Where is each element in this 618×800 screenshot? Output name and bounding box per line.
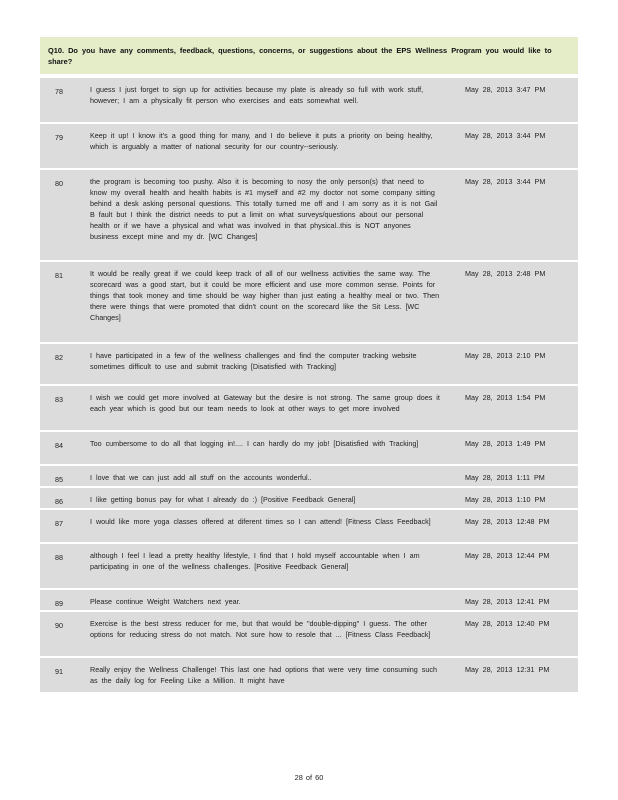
table-row [40,510,578,544]
response-number: 78 [55,87,63,96]
table-row [40,466,578,488]
response-date: May 28, 2013 1:11 PM [465,473,545,482]
response-number: 85 [55,475,63,484]
response-date: May 28, 2013 12:48 PM [465,517,550,526]
response-number: 89 [55,599,63,608]
table-row [40,124,578,170]
response-text: the program is becoming too pushy. Also it is becoming to nosy the only person(s) that need to know my overall health and health habits is #1 myself and #2 my doctor not some company sitting behind a desk asking personal questions. This totally turned me off and I am sorry as it is not Gail B fault but I think the district needs to put a limit on what surveys/questions about our personal health or if we have a physical and what was involved in that physical..this is NOT anyones business except mine and my dr. [WC Changes] [90,177,438,241]
response-date: May 28, 2013 1:10 PM [465,495,546,504]
page-number: 28 of 60 [294,773,324,782]
table-row [40,386,578,432]
table-row [40,78,578,124]
response-number: 86 [55,497,63,506]
table-row [40,488,578,510]
response-text: I have participated in a few of the wellness challenges and find the computer tracking website sometimes difficult to use and submit tracking [Disatisfied with Tracking] [90,351,417,371]
table-row [40,590,578,612]
response-number: 84 [55,441,63,450]
response-date: May 28, 2013 1:54 PM [465,393,546,402]
response-date: May 28, 2013 3:44 PM [465,131,546,140]
response-text: I guess I just forget to sign up for activities because my plate is already so full with work stuff, however; I am a physically fit person who exercises and eats somewhat well. [90,85,424,105]
table-row [40,658,578,694]
response-number: 82 [55,353,63,362]
response-number: 91 [55,667,63,676]
response-text: I love that we can just add all stuff on the accounts wonderful.. [90,473,312,482]
table-row [40,612,578,658]
table-row [40,344,578,386]
table-row [40,544,578,590]
response-number: 81 [55,271,63,280]
response-date: May 28, 2013 1:49 PM [465,439,546,448]
question-header: Q10. Do you have any comments, feedback, questions, concerns, or suggestions about the EPS Wellness Program you would like to share? [40,37,578,74]
response-text: Too cumbersome to do all that logging in!.... I can hardly do my job! [Disatisfied with Tracking] [90,439,419,448]
response-number: 80 [55,179,63,188]
response-number: 87 [55,519,63,528]
response-number: 90 [55,621,63,630]
response-number: 88 [55,553,63,562]
response-date: May 28, 2013 12:31 PM [465,665,550,674]
table-row [40,262,578,344]
table-row [40,170,578,262]
response-date: May 28, 2013 2:10 PM [465,351,546,360]
response-text: It would be really great if we could keep track of all of our wellness activities the same way. The scorecard was a good start, but it could be more efficient and use more common sense. Points for things that took money and time should be way higher than just eating a healthy meal or two. Then there were things that were promoted that didn't count on the scorecard like the Sit Less. [WC Changes] [90,269,440,322]
response-number: 79 [55,133,63,142]
response-date: May 28, 2013 12:41 PM [465,597,550,606]
response-date: May 28, 2013 12:44 PM [465,551,550,560]
response-text: I like getting bonus pay for what I already do :) [Positive Feedback General] [90,495,356,504]
response-text: Really enjoy the Wellness Challenge! This last one had options that were very time consuming such as the daily log for Feeling Like a Million. It might have [90,665,437,685]
table-row [40,432,578,466]
response-text: I wish we could get more involved at Gateway but the desire is not strong. The same group does it each year which is good but our team needs to look at other ways to get more involved [90,393,440,413]
response-date: May 28, 2013 12:40 PM [465,619,550,628]
response-text: Please continue Weight Watchers next year. [90,597,241,606]
response-text: although I feel I lead a pretty healthy lifestyle, I find that I hold myself accountable when I am participating in one of the wellness challenges. [Positive Feedback General] [90,551,420,571]
response-number: 83 [55,395,63,404]
response-text: Keep it up! I know it's a good thing for many, and I do believe it puts a priority on being healthy, which is arguably a matter of national security for our country--seriously. [90,131,433,151]
response-date: May 28, 2013 3:44 PM [465,177,546,186]
response-date: May 28, 2013 2:48 PM [465,269,546,278]
response-text: Exercise is the best stress reducer for me, but that would be "double-dipping" I guess. The other options for reducing stress do not match. Not sure how to resole that ... [Fitness Class Feedback] [90,619,431,639]
response-text: I would like more yoga classes offered at diferent times so I can attend! [Fitness Class Feedback] [90,517,431,526]
response-table [40,37,578,694]
response-date: May 28, 2013 3:47 PM [465,85,546,94]
